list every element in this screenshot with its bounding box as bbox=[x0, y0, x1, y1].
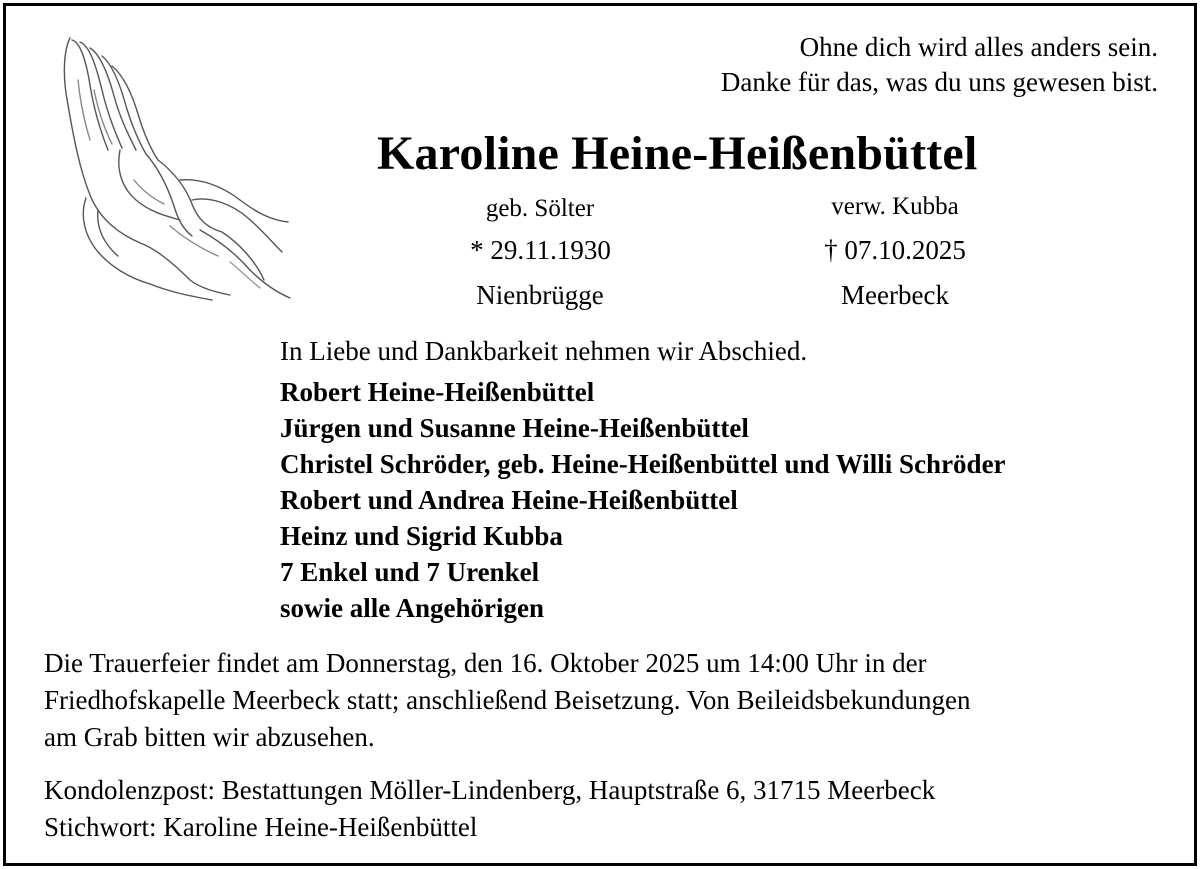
widowed-name: verw. Kubba bbox=[831, 193, 959, 220]
quote-line-2: Danke für das, was du uns gewesen bist. bbox=[720, 67, 1158, 97]
funeral-line-2: Friedhofskapelle Meerbeck statt; anschließend Beisetzung. Von Beileidsbekundungen bbox=[44, 685, 971, 715]
birth-name: geb. Sölter bbox=[485, 195, 595, 222]
mourner-name: Christel Schröder, geb. Heine-Heißenbüttel und Willi Schröder bbox=[280, 449, 1006, 479]
condolence-line-1: Kondolenzpost: Bestattungen Möller-Lindenberg, Hauptstraße 6, 31715 Meerbeck bbox=[44, 775, 936, 805]
birth-date: * 29.11.1930 bbox=[470, 235, 611, 265]
condolence-details bbox=[44, 772, 935, 846]
deceased-name: Karoline Heine-Heißenbüttel bbox=[377, 127, 978, 180]
funeral-details bbox=[44, 645, 971, 756]
praying-hands-icon bbox=[50, 30, 295, 305]
funeral-line-1: Die Trauerfeier findet am Donnerstag, den 16. Oktober 2025 um 14:00 Uhr in der bbox=[44, 648, 927, 678]
mourner-name: Robert Heine-Heißenbüttel bbox=[280, 377, 595, 407]
mourner-name: 7 Enkel und 7 Urenkel bbox=[280, 557, 540, 587]
mourner-name: Robert und Andrea Heine-Heißenbüttel bbox=[280, 485, 738, 515]
death-place: Meerbeck bbox=[841, 280, 949, 310]
condolence-line-2: Stichwort: Karoline Heine-Heißenbüttel bbox=[44, 812, 478, 842]
mourner-name: sowie alle Angehörigen bbox=[280, 593, 544, 623]
quote-line-1: Ohne dich wird alles anders sein. bbox=[799, 32, 1158, 62]
death-date: † 07.10.2025 bbox=[824, 235, 966, 265]
mourner-name: Jürgen und Susanne Heine-Heißenbüttel bbox=[280, 413, 749, 443]
funeral-line-3: am Grab bitten wir abzusehen. bbox=[44, 722, 375, 752]
birth-place: Nienbrügge bbox=[476, 280, 604, 310]
mourner-name: Heinz und Sigrid Kubba bbox=[280, 521, 563, 551]
farewell-intro: In Liebe und Dankbarkeit nehmen wir Abschied. bbox=[280, 336, 808, 366]
mourners-list bbox=[280, 374, 1006, 626]
